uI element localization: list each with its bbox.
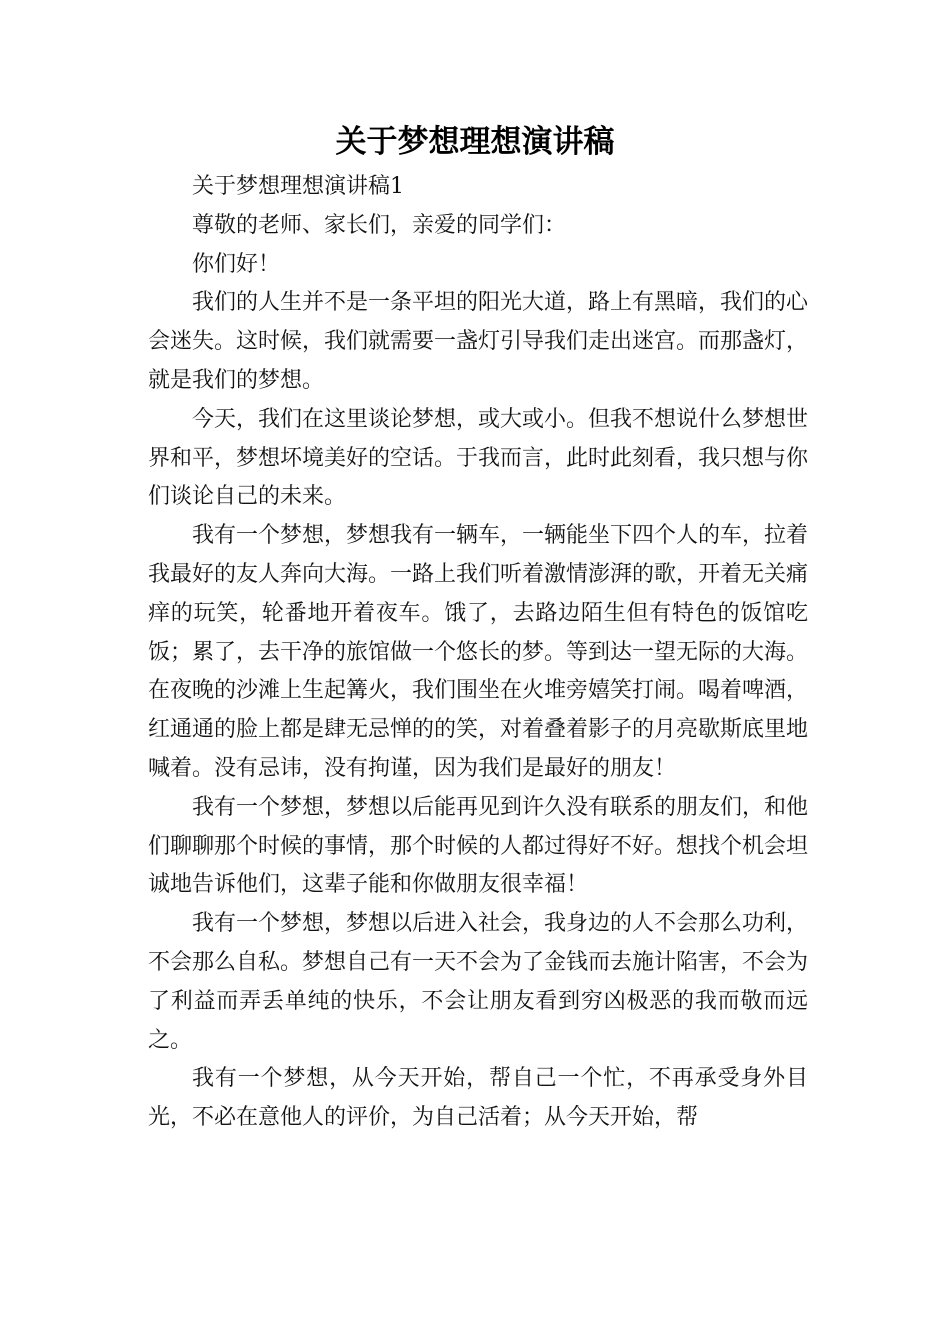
paragraph: 今天，我们在这里谈论梦想，或大或小。但我不想说什么梦想世界和平，梦想坏境美好的空话。于我而言，此时此刻看，我只想与你们谈论自己的未来。 xyxy=(148,406,809,510)
document-title: 关于梦想理想演讲稿 xyxy=(335,124,615,160)
paragraph: 我有一个梦想，梦想以后能再见到许久没有联系的朋友们，和他们聊聊那个时候的事情，那个时候的人都过得好不好。想找个机会坦诚地告诉他们，这辈子能和你做朋友很幸福！ xyxy=(148,794,809,898)
paragraph-subtitle: 关于梦想理想演讲稿1 xyxy=(192,174,404,199)
paragraph: 我有一个梦想，梦想我有一辆车，一辆能坐下四个人的车，拉着我最好的友人奔向大海。一路上我们听着激情澎湃的歌，开着无关痛痒的玩笑，轮番地开着夜车。饿了，去路边陌生但有特色的饭馆吃饭；累了，去干净的旅馆做一个悠长的梦。等到达一望无际的大海。在夜晚的沙滩上生起篝火，我们围坐在火堆旁嬉笑打闹。喝着啤酒，红通通的脸上都是肆无忌惮的的笑，对着叠着影子的月亮歇斯底里地喊着。没有忌讳，没有拘谨，因为我们是最好的朋友！ xyxy=(148,523,809,781)
paragraph: 我有一个梦想，梦想以后进入社会，我身边的人不会那么功利，不会那么自私。梦想自己有一天不会为了金钱而去施计陷害，不会为了利益而弄丢单纯的快乐，不会让朋友看到穷凶极恶的我而敬而远之。 xyxy=(148,911,809,1053)
paragraph-greeting: 你们好！ xyxy=(192,251,281,277)
document-body xyxy=(148,168,808,1138)
paragraph-salutation: 尊敬的老师、家长们，亲爱的同学们： xyxy=(192,212,567,238)
paragraph: 我们的人生并不是一条平坦的阳光大道，路上有黑暗，我们的心会迷失。这时候，我们就需要一盏灯引导我们走出迷宫。而那盏灯，就是我们的梦想。 xyxy=(148,290,809,393)
paragraph: 我有一个梦想，从今天开始，帮自己一个忙，不再承受身外目光，不必在意他人的评价，为自己活着；从今天开始，帮 xyxy=(148,1066,808,1131)
